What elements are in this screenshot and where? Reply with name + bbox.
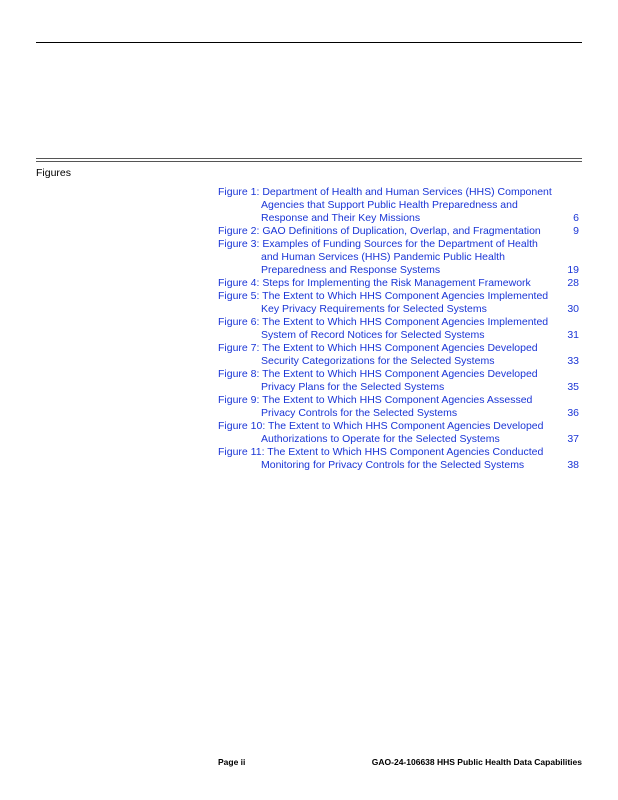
figure-title-link[interactable]: Figure 3: Examples of Funding Sources for the Department of Health and Human Services (HHS) Pandemic Public Health Preparedness and Response Systems — [218, 238, 538, 276]
figures-list — [218, 186, 582, 472]
figure-entry-11[interactable]: Figure 11: The Extent to Which HHS Component Agencies Conducted Monitoring for Privacy Controls for the Selected Systems 38 — [218, 446, 579, 471]
figure-entry-5[interactable]: Figure 5: The Extent to Which HHS Component Agencies Implemented Key Privacy Requirements for Selected Systems 30 — [218, 290, 579, 315]
figure-title-link[interactable]: Figure 10: The Extent to Which HHS Component Agencies Developed Authorizations to Operate for the Selected Systems — [218, 420, 544, 445]
section-divider — [36, 158, 582, 162]
footer-report-title: GAO-24-106638 HHS Public Health Data Capabilities — [371, 757, 582, 767]
figure-entry-7[interactable]: Figure 7: The Extent to Which HHS Component Agencies Developed Security Categorizations for the Selected Systems 33 — [218, 342, 579, 367]
figure-title-link[interactable]: Figure 11: The Extent to Which HHS Component Agencies Conducted Monitoring for Privacy Controls for the Selected Systems — [218, 446, 544, 471]
figure-entry-4[interactable]: Figure 4: Steps for Implementing the Risk Management Framework 28 — [218, 277, 579, 289]
figure-title-link[interactable]: Figure 6: The Extent to Which HHS Component Agencies Implemented System of Record Notices for Selected Systems — [218, 316, 549, 341]
top-rule — [36, 42, 582, 43]
figure-title-link[interactable]: Figure 9: The Extent to Which HHS Component Agencies Assessed Privacy Controls for the Selected Systems — [218, 394, 533, 419]
figure-entry-2[interactable]: Figure 2: GAO Definitions of Duplication, Overlap, and Fragmentation 9 — [218, 225, 579, 237]
figure-entry-9[interactable]: Figure 9: The Extent to Which HHS Component Agencies Assessed Privacy Controls for the Selected Systems 36 — [218, 394, 579, 419]
figure-entry-8[interactable]: Figure 8: The Extent to Which HHS Component Agencies Developed Privacy Plans for the Selected Systems 35 — [218, 368, 579, 393]
footer-page-number: Page ii — [218, 757, 246, 767]
figure-title-link[interactable]: Figure 7: The Extent to Which HHS Component Agencies Developed Security Categorizations for the Selected Systems — [218, 342, 538, 367]
figure-title-link[interactable]: Figure 2: GAO Definitions of Duplication, Overlap, and Fragmentation — [218, 225, 541, 237]
figure-title-link[interactable]: Figure 4: Steps for Implementing the Risk Management Framework — [218, 277, 531, 289]
figure-title-link[interactable]: Figure 1: Department of Health and Human Services (HHS) Component Agencies that Support Public Health Preparedness and Response and Their Key Missions — [218, 186, 552, 224]
section-title: Figures — [36, 167, 72, 179]
figure-entry-3[interactable]: Figure 3: Examples of Funding Sources for the Department of Health and Human Services (HHS) Pandemic Public Health Preparedness and Response Systems 19 — [218, 238, 579, 276]
figure-entry-6[interactable]: Figure 6: The Extent to Which HHS Component Agencies Implemented System of Record Notices for Selected Systems 31 — [218, 316, 579, 341]
figure-entry-1[interactable]: Figure 1: Department of Health and Human Services (HHS) Component Agencies that Support Public Health Preparedness and Response and Their Key Missions 6 — [218, 186, 579, 224]
figure-entry-10[interactable]: Figure 10: The Extent to Which HHS Component Agencies Developed Authorizations to Operate for the Selected Systems 37 — [218, 420, 579, 445]
figure-title-link[interactable]: Figure 5: The Extent to Which HHS Component Agencies Implemented Key Privacy Requirements for Selected Systems — [218, 290, 549, 315]
figure-title-link[interactable]: Figure 8: The Extent to Which HHS Component Agencies Developed Privacy Plans for the Selected Systems — [218, 368, 538, 393]
